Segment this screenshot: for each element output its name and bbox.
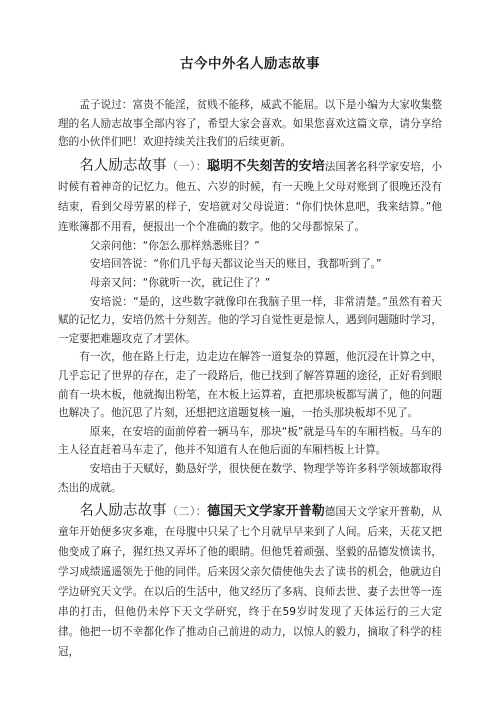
story1-heading-number: （一）：: [166, 158, 208, 173]
story1-paragraph: [58, 156, 442, 237]
story1-ampere-answer: 安培回答说：“你们几乎每天都议论当天的账目，我都听到了。”: [89, 258, 382, 271]
story1-paragraph-3: 有一次，他在路上行走，边走边在解答一道复杂的算题，他沉浸在计算之中，几乎忘记了世界的存在，走了一段路后，他已找到了解答算题的途径，正好看到眼前有一块木板，他就掏出粉笔，在木板上运算着，直把那块板都写满了，他的问题也解决了。他沉思了片刻，还想把这道题复核一遍，一抬头那块板却不见了。: [58, 351, 442, 420]
story1-paragraph-4: 原来，在安培的面前停着一辆马车，那块“板”就是马车的车厢档板。马车的主人径直赶着马车走了，他并不知道有人在他后面的车厢档板上计算。: [58, 425, 442, 457]
story2-paragraph: [58, 501, 442, 662]
story1-lead-text: 法国著名科学家安培，小时候有着神奇的记忆力。他五、六岁的时候，有一天晚上父母对账到了很晚还没有结束，看到父母劳累的样子，安培就对父母说道：“你们快休息吧，我来结算。”他连账簿都不用看，便报出一个个准确的数字。他的父母都惊呆了。: [58, 160, 443, 233]
story1-paragraph-5: 安培由于天赋好，勤恳好学，很快便在数学、物理学等许多科学领域都取得杰出的成就。: [58, 462, 442, 494]
intro-paragraph: 孟子说过：富贵不能淫，贫贱不能移，威武不能屈。以下是小编为大家收集整理的名人励志故事全部内容了，希望大家会喜欢。如果您喜欢这篇文章，请分享给您的小伙伴们吧！欢迎持续关注我们的后续更新。: [58, 99, 442, 149]
story1-heading-title: 聪明不失刻苦的安培: [207, 158, 325, 174]
story2-heading-number: （二）：: [166, 504, 208, 519]
story1-father-question: 父亲问他：“你怎么那样熟悉账目？”: [89, 239, 260, 252]
document-title: 古今中外名人励志故事: [180, 56, 320, 72]
story2-heading-prefix: 名人励志故事: [79, 503, 167, 520]
story2-heading-title: 德国天文学家开普勒: [207, 504, 325, 520]
story2-lead-text: 德国天文学家开普勒，从童年开始便多灾多难，在母腹中只呆了七个月就早早来到了人间。后来，天花又把他变成了麻子，猩红热又弄坏了他的眼睛。但他凭着顽强、坚毅的品德发愤读书，学习成绩遥遥领先于他的同伴。后来因父亲欠债使他失去了读书的机会，他就边自学边研究天文学。在以后的生活中，他又经历了多病、良师去世、妻子去世等一连串的打击，但他仍未停下天文学研究，终于在59岁时发现了天体运行的三大定律。他把一切不幸都化作了推动自己前进的动力，以惊人的毅力，摘取了科学的桂冠，: [58, 506, 443, 659]
story1-heading-prefix: 名人励志故事: [79, 157, 167, 174]
story1-ampere-reply: 安培说：“是的，这些数字就像印在我脑子里一样，非常清楚。”虽然有着天赋的记忆力，安培仍然十分刻苦。他的学习自觉性更是惊人，遇到问题随时学习，一定要把难题攻克了才罢休。: [58, 295, 442, 345]
story1-mother-question: 母亲又问：“你就听一次，就记住了？”: [89, 276, 271, 289]
